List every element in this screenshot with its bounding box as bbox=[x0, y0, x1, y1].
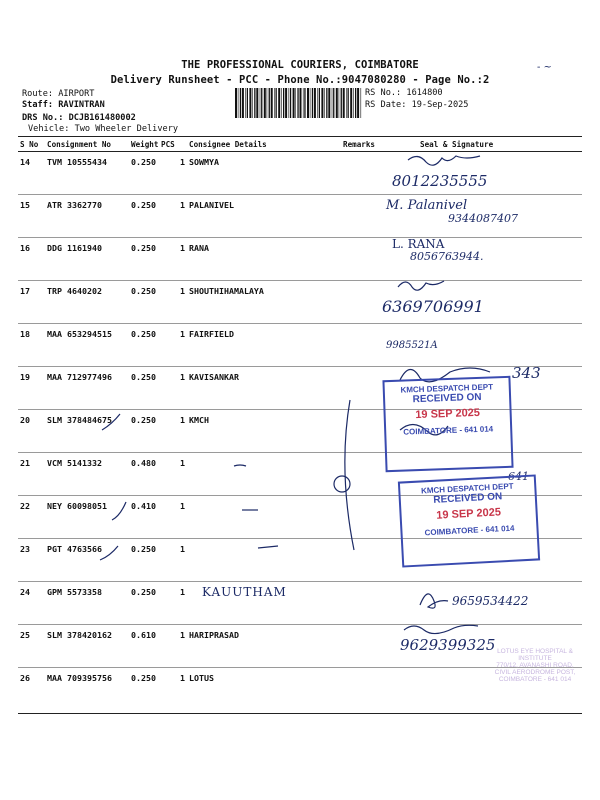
barcode-bar bbox=[240, 88, 241, 118]
cell-consignment: PGT 4763566 bbox=[45, 539, 129, 582]
barcode-bar bbox=[285, 88, 287, 118]
cell-consignee: KMCH bbox=[187, 410, 341, 453]
barcode-bar bbox=[326, 88, 327, 118]
cell-sno: 23 bbox=[18, 539, 45, 582]
stamp-date: 19 SEP 2025 bbox=[436, 506, 502, 522]
cell-consignment: ATR 3362770 bbox=[45, 195, 129, 238]
cell-sno: 16 bbox=[18, 238, 45, 281]
barcode-bar bbox=[276, 88, 277, 118]
cell-pcs: 1 bbox=[159, 324, 187, 367]
cell-weight: 0.410 bbox=[129, 496, 159, 539]
barcode-bar bbox=[278, 88, 280, 118]
barcode-bar bbox=[271, 88, 273, 118]
cell-consignment: SLM 378484675 bbox=[45, 410, 129, 453]
barcode-bar bbox=[324, 88, 325, 118]
col-sno: S No bbox=[18, 137, 45, 152]
barcode-bar bbox=[260, 88, 261, 118]
lotus-stamp-line: 770/12, AVANASHI ROAD, bbox=[496, 662, 574, 669]
barcode-bar bbox=[289, 88, 290, 118]
barcode-bar bbox=[252, 88, 253, 118]
barcode-bar bbox=[245, 88, 246, 118]
barcode-bar bbox=[297, 88, 298, 118]
cell-weight: 0.250 bbox=[129, 582, 159, 625]
barcode-bar bbox=[361, 88, 362, 118]
drs-label: DRS No.: DCJB161480002 bbox=[22, 113, 136, 123]
table-header-row bbox=[18, 137, 582, 152]
received-stamp-2 bbox=[398, 474, 540, 567]
barcode-bar bbox=[333, 88, 334, 118]
cell-remarks bbox=[341, 539, 398, 582]
cell-consignee bbox=[187, 539, 341, 582]
cell-weight: 0.250 bbox=[129, 152, 159, 195]
lotus-stamp-line: CIVIL AERODROME POST, bbox=[494, 669, 576, 676]
cell-consignee: FAIRFIELD bbox=[187, 324, 341, 367]
barcode-bar bbox=[300, 88, 302, 118]
cell-consignment: SLM 378420162 bbox=[45, 625, 129, 668]
barcode-bar bbox=[274, 88, 275, 118]
cell-sno: 14 bbox=[18, 152, 45, 195]
barcode-bar bbox=[317, 88, 318, 118]
barcode bbox=[235, 88, 363, 118]
lotus-stamp-line: COIMBATORE - 641 014 bbox=[498, 676, 572, 683]
cell-remarks bbox=[341, 625, 398, 668]
cell-consignee: PALANIVEL bbox=[187, 195, 341, 238]
cell-consignment: MAA 712977496 bbox=[45, 367, 129, 410]
barcode-bar bbox=[269, 88, 270, 118]
cell-pcs: 1 bbox=[159, 496, 187, 539]
stamp-date: 19 SEP 2025 bbox=[415, 406, 481, 422]
runsheet-subtitle: Delivery Runsheet - PCC - Phone No.:9047080280 - Page No.:2 bbox=[110, 74, 490, 86]
barcode-bar bbox=[314, 88, 316, 118]
cell-sno: 20 bbox=[18, 410, 45, 453]
cell-weight: 0.250 bbox=[129, 238, 159, 281]
cell-weight: 0.250 bbox=[129, 668, 159, 714]
cell-sno: 19 bbox=[18, 367, 45, 410]
barcode-bar bbox=[249, 88, 251, 118]
route-label: Route: AIRPORT bbox=[22, 89, 95, 99]
stamp-received: RECEIVED ON bbox=[433, 491, 503, 506]
cell-sno: 22 bbox=[18, 496, 45, 539]
handwritten-phone-17: 6369706991 bbox=[382, 297, 484, 316]
cell-sno: 25 bbox=[18, 625, 45, 668]
rs-number: RS No.: 1614800 bbox=[365, 88, 443, 98]
handwritten-phone-24: 9659534422 bbox=[452, 594, 529, 608]
cell-consignee: KAVISANKAR bbox=[187, 367, 341, 410]
cell-sno: 24 bbox=[18, 582, 45, 625]
cell-consignee: SHOUTHIHAMALAYA bbox=[187, 281, 341, 324]
staff-label: Staff: RAVINTRAN bbox=[22, 100, 105, 110]
cell-sno: 21 bbox=[18, 453, 45, 496]
handwritten-phone-15: 9344087407 bbox=[448, 212, 518, 225]
cell-weight: 0.610 bbox=[129, 625, 159, 668]
handwritten-note-19: 343 bbox=[512, 364, 541, 382]
stamp-city: COIMBATORE - 641 014 bbox=[403, 424, 494, 437]
cell-weight: 0.480 bbox=[129, 453, 159, 496]
cell-sno: 18 bbox=[18, 324, 45, 367]
barcode-bar bbox=[293, 88, 295, 118]
cell-pcs: 1 bbox=[159, 238, 187, 281]
handwritten-phone-18: 9985521A bbox=[386, 340, 438, 351]
barcode-bar bbox=[336, 88, 338, 118]
barcode-bar bbox=[281, 88, 282, 118]
barcode-bar bbox=[312, 88, 313, 118]
table-row bbox=[18, 238, 582, 281]
barcode-bar bbox=[339, 88, 340, 118]
lotus-stamp-line: LOTUS EYE HOSPITAL & INSTITUTE bbox=[497, 648, 573, 662]
cell-pcs: 1 bbox=[159, 453, 187, 496]
cell-remarks bbox=[341, 496, 398, 539]
barcode-bar bbox=[350, 88, 352, 118]
barcode-bar bbox=[290, 88, 291, 118]
rs-date: RS Date: 19-Sep-2025 bbox=[365, 100, 469, 110]
col-consignee: Consignee Details bbox=[187, 137, 341, 152]
stamp-received: RECEIVED ON bbox=[412, 391, 482, 406]
cell-pcs: 1 bbox=[159, 281, 187, 324]
cell-weight: 0.250 bbox=[129, 324, 159, 367]
cell-sno: 17 bbox=[18, 281, 45, 324]
cell-sno: 26 bbox=[18, 668, 45, 714]
barcode-bar bbox=[357, 88, 359, 118]
cell-consignment: GPM 5573358 bbox=[45, 582, 129, 625]
cell-pcs: 1 bbox=[159, 539, 187, 582]
barcode-bar bbox=[341, 88, 342, 118]
cell-sno: 15 bbox=[18, 195, 45, 238]
cell-weight: 0.250 bbox=[129, 410, 159, 453]
barcode-bar bbox=[256, 88, 258, 118]
cell-pcs: 1 bbox=[159, 195, 187, 238]
cell-remarks bbox=[341, 152, 398, 195]
barcode-bar bbox=[346, 88, 347, 118]
table-row bbox=[18, 281, 582, 324]
col-seal: Seal & Signature bbox=[398, 137, 582, 152]
barcode-bar bbox=[261, 88, 262, 118]
handwritten-name-24: KAUUTHAM bbox=[202, 585, 287, 599]
cell-consignment: MAA 709395756 bbox=[45, 668, 129, 714]
cell-consignee: LOTUS bbox=[187, 668, 341, 714]
barcode-bar bbox=[254, 88, 255, 118]
barcode-bar bbox=[304, 88, 305, 118]
barcode-bar bbox=[295, 88, 296, 118]
cell-weight: 0.250 bbox=[129, 539, 159, 582]
handwritten-name-15: M. Palanivel bbox=[386, 198, 468, 213]
cell-pcs: 1 bbox=[159, 410, 187, 453]
lotus-stamp bbox=[480, 648, 590, 683]
barcode-bar bbox=[332, 88, 333, 118]
cell-consignment: MAA 653294515 bbox=[45, 324, 129, 367]
table-row bbox=[18, 152, 582, 195]
barcode-bar bbox=[328, 88, 330, 118]
col-remarks: Remarks bbox=[341, 137, 398, 152]
cell-weight: 0.250 bbox=[129, 195, 159, 238]
barcode-bar bbox=[264, 88, 266, 118]
handwritten-phone-16: 8056763944. bbox=[410, 250, 484, 263]
handwritten-note-22: 641 bbox=[508, 470, 529, 483]
stamp-dept: KMCH DESPATCH DEPT bbox=[420, 481, 514, 496]
cell-remarks bbox=[341, 238, 398, 281]
handwritten-phone-25: 9629399325 bbox=[400, 636, 496, 654]
cell-weight: 0.250 bbox=[129, 367, 159, 410]
cell-weight: 0.250 bbox=[129, 281, 159, 324]
table-row bbox=[18, 324, 582, 367]
cell-remarks bbox=[341, 668, 398, 714]
barcode-bar bbox=[321, 88, 323, 118]
stamp-dept: KMCH DESPATCH DEPT bbox=[400, 382, 494, 395]
received-stamp-1 bbox=[382, 376, 513, 472]
barcode-bar bbox=[235, 88, 237, 118]
company-title: THE PROFESSIONAL COURIERS, COIMBATORE bbox=[181, 59, 419, 71]
cell-consignment: DDG 1161940 bbox=[45, 238, 129, 281]
cell-remarks bbox=[341, 582, 398, 625]
barcode-bar bbox=[319, 88, 320, 118]
cell-consignment: NEY 60098051 bbox=[45, 496, 129, 539]
cell-consignee: HARIPRASAD bbox=[187, 625, 341, 668]
barcode-bar bbox=[283, 88, 284, 118]
barcode-bar bbox=[247, 88, 248, 118]
vehicle-label: Vehicle: Two Wheeler Delivery bbox=[28, 124, 179, 134]
barcode-bar bbox=[267, 88, 268, 118]
col-consignment: Consignment No bbox=[45, 137, 129, 152]
barcode-bar bbox=[303, 88, 304, 118]
barcode-bar bbox=[242, 88, 244, 118]
cell-consignment: VCM 5141332 bbox=[45, 453, 129, 496]
col-pcs: PCS bbox=[159, 137, 187, 152]
cell-consignee: SOWMYA bbox=[187, 152, 341, 195]
corner-marks: - ~ bbox=[537, 62, 552, 73]
cell-consignee bbox=[187, 453, 341, 496]
cell-consignee bbox=[187, 496, 341, 539]
barcode-bar bbox=[355, 88, 356, 118]
barcode-bar bbox=[348, 88, 349, 118]
cell-consignee: RANA bbox=[187, 238, 341, 281]
cell-pcs: 1 bbox=[159, 367, 187, 410]
cell-pcs: 1 bbox=[159, 152, 187, 195]
handwritten-phone-14: 8012235555 bbox=[392, 172, 488, 190]
barcode-bar bbox=[307, 88, 309, 118]
handwritten-name-16: L. RANA bbox=[392, 237, 445, 251]
col-weight: Weight bbox=[129, 137, 159, 152]
cell-pcs: 1 bbox=[159, 582, 187, 625]
barcode-bar bbox=[310, 88, 311, 118]
barcode-bar bbox=[353, 88, 354, 118]
cell-pcs: 1 bbox=[159, 625, 187, 668]
cell-consignment: TRP 4640202 bbox=[45, 281, 129, 324]
stamp-city: COIMBATORE - 641 014 bbox=[424, 523, 515, 538]
barcode-bar bbox=[238, 88, 239, 118]
cell-consignment: TVM 10555434 bbox=[45, 152, 129, 195]
barcode-bar bbox=[343, 88, 345, 118]
cell-pcs: 1 bbox=[159, 668, 187, 714]
